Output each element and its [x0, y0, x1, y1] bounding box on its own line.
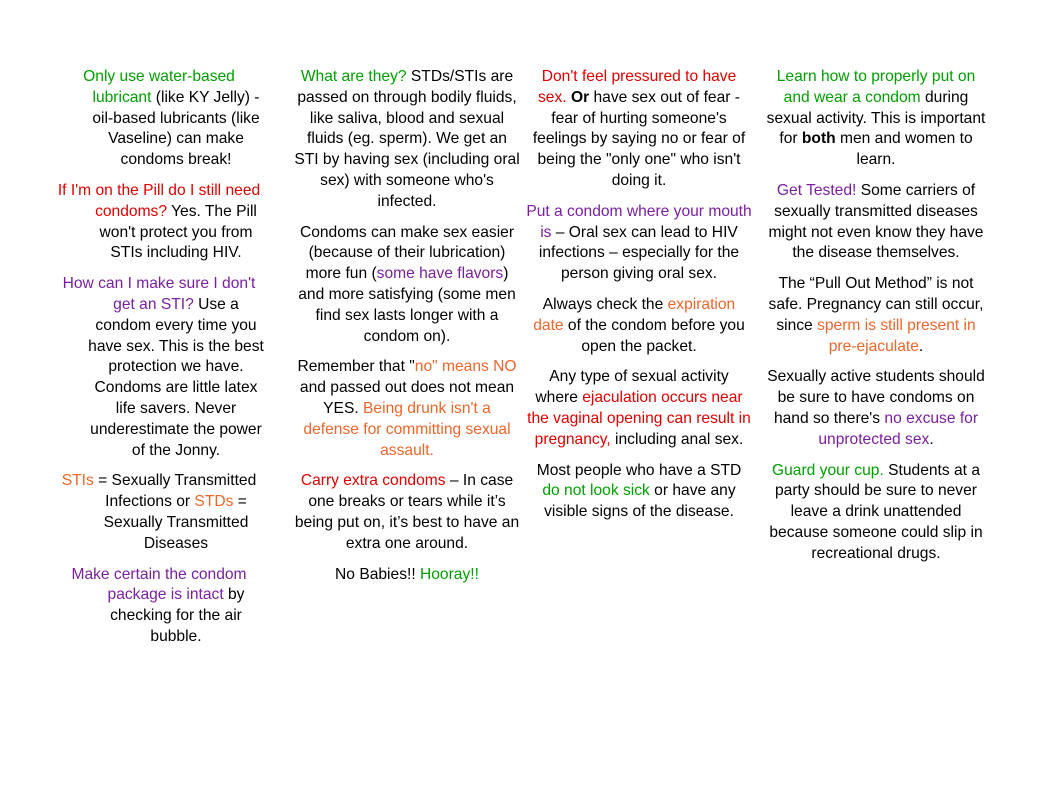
paragraph	[763, 67, 989, 171]
paragraph	[294, 67, 520, 213]
paragraph	[52, 67, 266, 171]
highlight-text: no excuse for unprotected sex	[818, 409, 979, 448]
highlight-text: do not look sick	[542, 482, 650, 500]
body-text: by checking for the air bubble.	[110, 586, 245, 645]
body-text: of the condom before you open the packet.	[563, 316, 745, 355]
highlight-text: Put a condom where your mouth is	[526, 202, 752, 241]
highlight-text: Guard your cup.	[771, 461, 884, 479]
highlight-text: STDs	[194, 493, 234, 511]
body-text: STDs/STIs are passed on through bodily fluids, like saliva, blood and sexual fluids (eg. sperm). We get an STI by having sex (including oral sex) with someone who's infected.	[294, 68, 520, 210]
paragraph	[526, 461, 752, 523]
body-text: men and women to learn.	[835, 130, 973, 169]
column-3	[526, 67, 752, 533]
highlight-text: Only use water-based lubricant	[83, 68, 235, 106]
body-text: The “Pull Out Method” is not safe. Pregnancy can still occur, since	[768, 275, 984, 334]
body-text: Use a condom every time you have sex. This is the best protection we have. Condoms are little latex life savers. Never underestimate the power of the Jonny.	[88, 295, 264, 459]
column-4	[763, 67, 989, 575]
paragraph	[52, 181, 266, 264]
highlight-text: expiration date	[533, 295, 736, 334]
highlight-text: What are they?	[300, 68, 407, 85]
body-text: Most people who have a STD	[536, 461, 742, 479]
column-2	[294, 67, 520, 595]
paragraph	[52, 471, 266, 554]
paragraph	[526, 202, 752, 285]
body-text: .	[929, 430, 934, 448]
paragraph	[763, 274, 989, 357]
highlight-text: Make certain the condom package is intact	[71, 565, 247, 604]
paragraph	[763, 181, 989, 264]
paragraph	[294, 223, 520, 348]
highlight-text: STIs	[61, 472, 94, 490]
body-text: Students at a party should be sure to never leave a drink unattended because someone could slip in recreational drugs.	[769, 461, 983, 562]
paragraph	[52, 565, 266, 648]
paragraph	[526, 367, 752, 450]
highlight-text: Carry extra condoms	[300, 472, 446, 490]
highlight-text: Hooray!!	[420, 565, 479, 583]
paragraph	[526, 67, 752, 192]
column-1	[52, 67, 266, 658]
highlight-text: Or	[570, 88, 590, 106]
paragraph	[526, 295, 752, 357]
body-text: .	[918, 337, 924, 355]
paragraph	[52, 274, 266, 461]
body-text: No Babies!!	[335, 565, 420, 583]
paragraph	[763, 367, 989, 450]
highlight-text: ejaculation occurs near the vaginal opening can result in pregnancy,	[527, 389, 751, 448]
highlight-text: sperm is still present in pre-ejaculate	[817, 316, 976, 355]
highlight-text: If I'm on the Pill do I still need condoms?	[57, 181, 261, 220]
highlight-text: How can I make sure I don't get an STI?	[62, 275, 256, 313]
body-text: = Sexually Transmitted Diseases	[103, 493, 249, 552]
body-text: Any type of sexual activity where	[535, 368, 729, 407]
paragraph	[763, 461, 989, 565]
body-text: Condoms can make sex easier (because of their lubrication) more fun (	[299, 223, 515, 283]
body-text: Sexually active students should be sure to have condoms on hand so there's	[767, 368, 985, 427]
body-text: – In case one breaks or tears while it’s being put on, it’s best to have an extra one around.	[294, 472, 520, 552]
body-text: during sexual activity. This is important for	[766, 88, 986, 148]
body-text: or have any visible signs of the disease.	[544, 482, 736, 521]
highlight-text: Get Tested!	[776, 181, 857, 199]
highlight-text: some have flavors	[376, 265, 504, 283]
body-text: and passed out does not mean YES.	[299, 379, 515, 417]
body-text: – Oral sex can lead to HIV infections – especially for the person giving oral sex.	[538, 223, 740, 283]
paragraph	[294, 471, 520, 554]
highlight-text: both	[801, 130, 836, 148]
body-text: = Sexually Transmitted Infections or	[93, 472, 257, 511]
highlight-text: Don't feel pressured to have sex.	[538, 68, 737, 106]
body-text: Yes. The Pill won't protect you from STIs including HIV.	[99, 202, 257, 262]
paragraph	[294, 565, 520, 586]
body-text: (like KY Jelly) - oil-based lubricants (like Vaseline) can make condoms break!	[92, 88, 260, 169]
body-text: Remember that "	[297, 358, 415, 376]
body-text: including anal sex.	[610, 430, 744, 448]
highlight-text: Being drunk isn't a defense for committing sexual assault.	[303, 399, 511, 459]
body-text: ) and more satisfying (some men find sex lasts longer with a condom on).	[298, 265, 516, 345]
body-text: Some carriers of sexually transmitted diseases might not even know they have the disease themselves.	[768, 181, 984, 262]
body-text: have sex out of fear - fear of hurting someone's feelings by saying no or fear of being the "only one" who isn't doing it.	[532, 88, 746, 189]
highlight-text: Learn how to properly put on and wear a condom	[776, 68, 976, 106]
highlight-text: no" means NO	[414, 358, 517, 376]
paragraph	[294, 357, 520, 461]
body-text: Always check the	[542, 295, 668, 313]
